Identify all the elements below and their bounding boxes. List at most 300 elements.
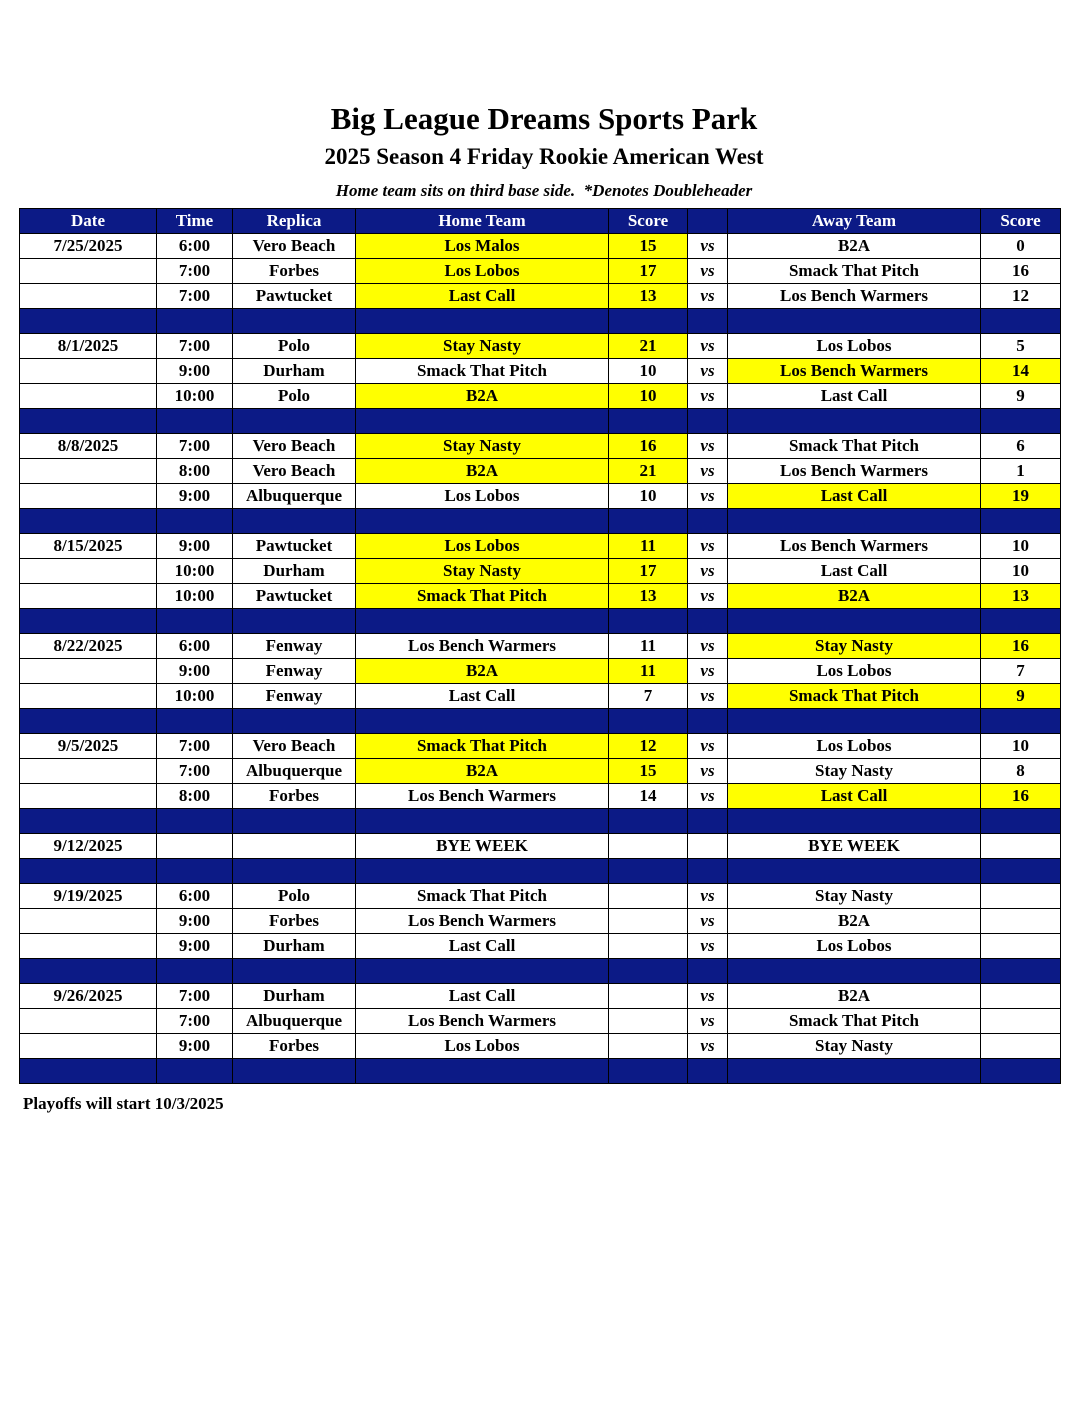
away-team: Stay Nasty xyxy=(728,759,981,784)
away-team: Los Bench Warmers xyxy=(728,534,981,559)
separator-cell xyxy=(981,809,1061,834)
week-separator-row xyxy=(20,809,1061,834)
separator-cell xyxy=(20,709,157,734)
game-row xyxy=(20,234,1061,259)
home-team: Los Lobos xyxy=(356,484,609,509)
separator-cell xyxy=(688,1059,728,1084)
away-score: 1 xyxy=(981,459,1061,484)
separator-cell xyxy=(981,609,1061,634)
game-replica: Durham xyxy=(233,934,356,959)
home-team: Los Bench Warmers xyxy=(356,784,609,809)
game-time: 6:00 xyxy=(157,634,233,659)
separator-cell xyxy=(356,1059,609,1084)
away-score: 8 xyxy=(981,759,1061,784)
separator-cell xyxy=(609,609,688,634)
home-score: 7 xyxy=(609,684,688,709)
separator-cell xyxy=(981,509,1061,534)
week-separator-row xyxy=(20,609,1061,634)
separator-cell xyxy=(233,959,356,984)
vs-label: vs xyxy=(688,234,728,259)
vs-label: vs xyxy=(688,759,728,784)
separator-cell xyxy=(157,509,233,534)
home-score: 17 xyxy=(609,559,688,584)
separator-cell xyxy=(157,309,233,334)
home-score xyxy=(609,884,688,909)
home-team: Last Call xyxy=(356,684,609,709)
game-replica: Forbes xyxy=(233,909,356,934)
separator-cell xyxy=(728,609,981,634)
home-score xyxy=(609,1009,688,1034)
game-replica: Forbes xyxy=(233,1034,356,1059)
game-row xyxy=(20,634,1061,659)
game-date: 7/25/2025 xyxy=(20,234,157,259)
away-score: 16 xyxy=(981,784,1061,809)
away-team: Los Bench Warmers xyxy=(728,459,981,484)
game-date xyxy=(20,284,157,309)
separator-cell xyxy=(356,309,609,334)
separator-cell xyxy=(356,809,609,834)
home-score: 11 xyxy=(609,659,688,684)
game-date xyxy=(20,759,157,784)
home-team: Los Lobos xyxy=(356,259,609,284)
page-title: Big League Dreams Sports Park xyxy=(330,101,758,136)
separator-cell xyxy=(981,859,1061,884)
separator-cell xyxy=(609,809,688,834)
game-replica: Durham xyxy=(233,984,356,1009)
home-score: 15 xyxy=(609,759,688,784)
vs-label: vs xyxy=(688,684,728,709)
game-replica: Fenway xyxy=(233,634,356,659)
separator-cell xyxy=(728,1059,981,1084)
game-time: 10:00 xyxy=(157,384,233,409)
separator-cell xyxy=(356,409,609,434)
game-row xyxy=(20,984,1061,1009)
away-score: 5 xyxy=(981,334,1061,359)
game-row xyxy=(20,884,1061,909)
vs-label: vs xyxy=(688,934,728,959)
away-score: 14 xyxy=(981,359,1061,384)
game-time: 9:00 xyxy=(157,484,233,509)
game-time xyxy=(157,834,233,859)
separator-cell xyxy=(20,1059,157,1084)
away-score: 16 xyxy=(981,634,1061,659)
away-team: B2A xyxy=(728,234,981,259)
away-team: Stay Nasty xyxy=(728,884,981,909)
separator-cell xyxy=(233,609,356,634)
vs-label: vs xyxy=(688,909,728,934)
away-team: Stay Nasty xyxy=(728,634,981,659)
game-time: 8:00 xyxy=(157,459,233,484)
home-team: Smack That Pitch xyxy=(356,359,609,384)
header-home-score: Score xyxy=(609,209,688,234)
separator-cell xyxy=(233,709,356,734)
away-score xyxy=(981,1034,1061,1059)
away-team: Last Call xyxy=(728,784,981,809)
home-score xyxy=(609,934,688,959)
header-away-team: Away Team xyxy=(728,209,981,234)
separator-cell xyxy=(609,959,688,984)
home-score: 21 xyxy=(609,459,688,484)
separator-cell xyxy=(609,859,688,884)
away-score xyxy=(981,909,1061,934)
separator-cell xyxy=(20,409,157,434)
schedule-note: Home team sits on third base side. *Denotes Doubleheader xyxy=(335,181,753,200)
home-team: Stay Nasty xyxy=(356,334,609,359)
home-score: 21 xyxy=(609,334,688,359)
home-team: Smack That Pitch xyxy=(356,884,609,909)
game-replica: Albuquerque xyxy=(233,484,356,509)
away-score: 13 xyxy=(981,584,1061,609)
separator-cell xyxy=(728,859,981,884)
game-replica: Vero Beach xyxy=(233,434,356,459)
home-team: Stay Nasty xyxy=(356,434,609,459)
game-date: 8/8/2025 xyxy=(20,434,157,459)
vs-label: vs xyxy=(688,634,728,659)
game-replica: Durham xyxy=(233,559,356,584)
separator-cell xyxy=(233,1059,356,1084)
game-time: 7:00 xyxy=(157,434,233,459)
separator-cell xyxy=(20,609,157,634)
game-replica: Pawtucket xyxy=(233,284,356,309)
game-date xyxy=(20,384,157,409)
game-row xyxy=(20,734,1061,759)
away-score xyxy=(981,834,1061,859)
game-date xyxy=(20,684,157,709)
separator-cell xyxy=(233,809,356,834)
game-replica: Vero Beach xyxy=(233,734,356,759)
home-score: 13 xyxy=(609,284,688,309)
game-row xyxy=(20,934,1061,959)
game-replica: Fenway xyxy=(233,684,356,709)
game-date: 9/19/2025 xyxy=(20,884,157,909)
game-time: 10:00 xyxy=(157,684,233,709)
game-row xyxy=(20,909,1061,934)
separator-cell xyxy=(233,309,356,334)
game-row xyxy=(20,484,1061,509)
separator-cell xyxy=(688,509,728,534)
week-separator-row xyxy=(20,409,1061,434)
away-team: Smack That Pitch xyxy=(728,259,981,284)
home-score xyxy=(609,984,688,1009)
home-score: 11 xyxy=(609,634,688,659)
game-replica: Polo xyxy=(233,384,356,409)
away-score: 19 xyxy=(981,484,1061,509)
game-time: 9:00 xyxy=(157,1034,233,1059)
separator-cell xyxy=(981,959,1061,984)
home-score: 17 xyxy=(609,259,688,284)
vs-label: vs xyxy=(688,884,728,909)
week-separator-row xyxy=(20,709,1061,734)
away-score xyxy=(981,984,1061,1009)
schedule-table xyxy=(19,208,1061,1084)
separator-cell xyxy=(981,709,1061,734)
separator-cell xyxy=(609,309,688,334)
separator-cell xyxy=(20,959,157,984)
away-team: Last Call xyxy=(728,384,981,409)
separator-cell xyxy=(981,409,1061,434)
game-date xyxy=(20,584,157,609)
home-score: 11 xyxy=(609,534,688,559)
game-row xyxy=(20,759,1061,784)
game-date xyxy=(20,784,157,809)
game-replica: Forbes xyxy=(233,784,356,809)
away-score xyxy=(981,1009,1061,1034)
away-team: Smack That Pitch xyxy=(728,1009,981,1034)
game-time: 6:00 xyxy=(157,234,233,259)
header-home-team: Home Team xyxy=(356,209,609,234)
home-team: Last Call xyxy=(356,284,609,309)
week-separator-row xyxy=(20,959,1061,984)
game-row xyxy=(20,434,1061,459)
week-separator-row xyxy=(20,1059,1061,1084)
vs-label: vs xyxy=(688,359,728,384)
game-time: 7:00 xyxy=(157,334,233,359)
separator-cell xyxy=(728,709,981,734)
home-team: B2A xyxy=(356,384,609,409)
game-time: 7:00 xyxy=(157,984,233,1009)
home-team: Los Lobos xyxy=(356,1034,609,1059)
game-time: 7:00 xyxy=(157,1009,233,1034)
away-score xyxy=(981,934,1061,959)
game-time: 9:00 xyxy=(157,934,233,959)
table-header-row xyxy=(20,209,1061,234)
game-row xyxy=(20,284,1061,309)
vs-label: vs xyxy=(688,434,728,459)
bye-week-row xyxy=(20,834,1061,859)
game-time: 9:00 xyxy=(157,909,233,934)
separator-cell xyxy=(728,409,981,434)
game-date: 8/1/2025 xyxy=(20,334,157,359)
away-score: 9 xyxy=(981,384,1061,409)
separator-cell xyxy=(688,859,728,884)
vs-label: vs xyxy=(688,259,728,284)
separator-cell xyxy=(609,1059,688,1084)
home-team: Stay Nasty xyxy=(356,559,609,584)
separator-cell xyxy=(609,409,688,434)
separator-cell xyxy=(233,509,356,534)
game-date xyxy=(20,559,157,584)
separator-cell xyxy=(981,309,1061,334)
week-separator-row xyxy=(20,309,1061,334)
away-team: B2A xyxy=(728,584,981,609)
vs-label: vs xyxy=(688,734,728,759)
playoffs-note: Playoffs will start 10/3/2025 xyxy=(23,1094,224,1113)
home-team: B2A xyxy=(356,659,609,684)
separator-cell xyxy=(20,309,157,334)
game-date: 9/12/2025 xyxy=(20,834,157,859)
away-team: BYE WEEK xyxy=(728,834,981,859)
game-date: 8/15/2025 xyxy=(20,534,157,559)
separator-cell xyxy=(157,809,233,834)
home-score xyxy=(609,909,688,934)
vs-label: vs xyxy=(688,784,728,809)
away-team: B2A xyxy=(728,984,981,1009)
home-team: Los Bench Warmers xyxy=(356,634,609,659)
game-time: 9:00 xyxy=(157,659,233,684)
separator-cell xyxy=(728,309,981,334)
away-score: 0 xyxy=(981,234,1061,259)
game-date xyxy=(20,484,157,509)
away-team: Los Bench Warmers xyxy=(728,359,981,384)
separator-cell xyxy=(20,509,157,534)
separator-cell xyxy=(688,809,728,834)
header-away-score: Score xyxy=(981,209,1061,234)
home-team: Smack That Pitch xyxy=(356,734,609,759)
game-replica: Polo xyxy=(233,884,356,909)
game-replica: Albuquerque xyxy=(233,1009,356,1034)
game-time: 7:00 xyxy=(157,734,233,759)
home-score xyxy=(609,1034,688,1059)
home-team: Los Lobos xyxy=(356,534,609,559)
away-score xyxy=(981,884,1061,909)
away-score: 10 xyxy=(981,734,1061,759)
game-row xyxy=(20,384,1061,409)
away-score: 10 xyxy=(981,534,1061,559)
separator-cell xyxy=(609,509,688,534)
away-team: Los Lobos xyxy=(728,334,981,359)
page-subtitle: 2025 Season 4 Friday Rookie American West xyxy=(324,144,764,169)
separator-cell xyxy=(20,859,157,884)
game-date xyxy=(20,909,157,934)
game-replica: Polo xyxy=(233,334,356,359)
away-team: Los Lobos xyxy=(728,934,981,959)
away-score: 6 xyxy=(981,434,1061,459)
game-row xyxy=(20,459,1061,484)
home-score: 10 xyxy=(609,484,688,509)
game-time: 8:00 xyxy=(157,784,233,809)
vs-label: vs xyxy=(688,284,728,309)
game-date xyxy=(20,459,157,484)
home-team: Los Bench Warmers xyxy=(356,909,609,934)
away-team: Last Call xyxy=(728,484,981,509)
game-time: 7:00 xyxy=(157,259,233,284)
separator-cell xyxy=(157,709,233,734)
header-vs xyxy=(688,209,728,234)
game-replica: Forbes xyxy=(233,259,356,284)
vs-label: vs xyxy=(688,584,728,609)
away-team: Smack That Pitch xyxy=(728,434,981,459)
game-time: 7:00 xyxy=(157,284,233,309)
home-team: Smack That Pitch xyxy=(356,584,609,609)
home-score: 14 xyxy=(609,784,688,809)
away-team: Los Lobos xyxy=(728,734,981,759)
game-replica: Vero Beach xyxy=(233,459,356,484)
home-score: 12 xyxy=(609,734,688,759)
away-score: 7 xyxy=(981,659,1061,684)
game-replica: Durham xyxy=(233,359,356,384)
vs-label: vs xyxy=(688,559,728,584)
separator-cell xyxy=(157,959,233,984)
vs-label: vs xyxy=(688,534,728,559)
home-team: Last Call xyxy=(356,984,609,1009)
game-time: 7:00 xyxy=(157,759,233,784)
home-team: Last Call xyxy=(356,934,609,959)
game-time: 9:00 xyxy=(157,359,233,384)
header-date: Date xyxy=(20,209,157,234)
separator-cell xyxy=(157,1059,233,1084)
game-replica xyxy=(233,834,356,859)
game-row xyxy=(20,359,1061,384)
game-date xyxy=(20,359,157,384)
header-time: Time xyxy=(157,209,233,234)
game-row xyxy=(20,659,1061,684)
home-team: B2A xyxy=(356,459,609,484)
separator-cell xyxy=(233,859,356,884)
game-row xyxy=(20,334,1061,359)
game-replica: Albuquerque xyxy=(233,759,356,784)
week-separator-row xyxy=(20,509,1061,534)
home-score: 13 xyxy=(609,584,688,609)
away-team: Los Bench Warmers xyxy=(728,284,981,309)
game-date xyxy=(20,934,157,959)
away-team: Stay Nasty xyxy=(728,1034,981,1059)
vs-label: vs xyxy=(688,334,728,359)
game-date xyxy=(20,259,157,284)
separator-cell xyxy=(157,859,233,884)
game-row xyxy=(20,684,1061,709)
home-team: B2A xyxy=(356,759,609,784)
separator-cell xyxy=(688,409,728,434)
separator-cell xyxy=(20,809,157,834)
game-row xyxy=(20,584,1061,609)
game-row xyxy=(20,784,1061,809)
separator-cell xyxy=(728,509,981,534)
home-score: 15 xyxy=(609,234,688,259)
vs-label xyxy=(688,834,728,859)
away-team: Last Call xyxy=(728,559,981,584)
game-time: 9:00 xyxy=(157,534,233,559)
game-row xyxy=(20,259,1061,284)
game-row xyxy=(20,1009,1061,1034)
separator-cell xyxy=(609,709,688,734)
game-date: 9/5/2025 xyxy=(20,734,157,759)
game-row xyxy=(20,534,1061,559)
game-date xyxy=(20,659,157,684)
game-replica: Pawtucket xyxy=(233,584,356,609)
away-score: 10 xyxy=(981,559,1061,584)
vs-label: vs xyxy=(688,659,728,684)
game-date: 9/26/2025 xyxy=(20,984,157,1009)
vs-label: vs xyxy=(688,1034,728,1059)
separator-cell xyxy=(356,609,609,634)
vs-label: vs xyxy=(688,459,728,484)
home-team: BYE WEEK xyxy=(356,834,609,859)
separator-cell xyxy=(157,409,233,434)
separator-cell xyxy=(356,709,609,734)
separator-cell xyxy=(356,859,609,884)
vs-label: vs xyxy=(688,984,728,1009)
separator-cell xyxy=(356,509,609,534)
separator-cell xyxy=(688,709,728,734)
vs-label: vs xyxy=(688,384,728,409)
header-replica: Replica xyxy=(233,209,356,234)
game-replica: Fenway xyxy=(233,659,356,684)
vs-label: vs xyxy=(688,484,728,509)
away-team: B2A xyxy=(728,909,981,934)
game-date xyxy=(20,1009,157,1034)
separator-cell xyxy=(728,959,981,984)
home-team: Los Malos xyxy=(356,234,609,259)
game-date: 8/22/2025 xyxy=(20,634,157,659)
game-replica: Vero Beach xyxy=(233,234,356,259)
home-score: 10 xyxy=(609,384,688,409)
game-replica: Pawtucket xyxy=(233,534,356,559)
separator-cell xyxy=(688,609,728,634)
away-score: 12 xyxy=(981,284,1061,309)
home-team: Los Bench Warmers xyxy=(356,1009,609,1034)
home-score: 10 xyxy=(609,359,688,384)
separator-cell xyxy=(688,959,728,984)
